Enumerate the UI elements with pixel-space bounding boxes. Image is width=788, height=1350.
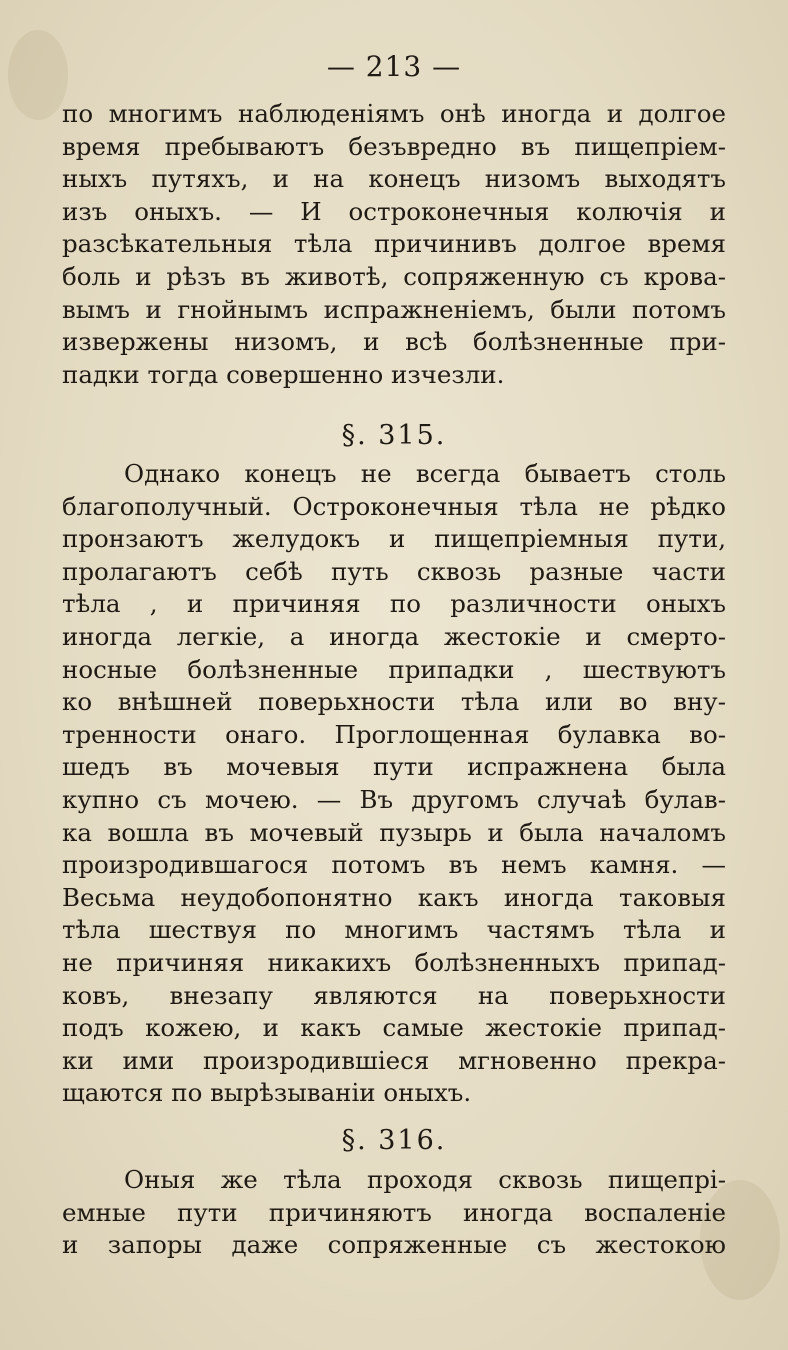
text-line: носные болѣзненные припадки , шествуютъ [62, 654, 726, 684]
section-heading-315: §. 315. [341, 420, 447, 451]
text-line: ко внѣшней поверьхности тѣла или во вну- [62, 687, 726, 717]
text-line: разсѣкательныя тѣла причинивъ долгое время [62, 229, 726, 259]
text-line: не причиняя никакихъ болѣзненныхъ припад- [62, 947, 726, 977]
text-line: тѣла , и причиняя по различности оныхъ [62, 589, 726, 619]
text-line: щаются по вырѣзываніи оныхъ. [62, 1078, 472, 1108]
text-line: Однако конецъ не всегда бываетъ столь [124, 459, 726, 488]
text-line: емные пути причиняютъ иногда воспаленiе [62, 1197, 726, 1227]
text-line: ныхъ путяхъ, и на конецъ низомъ выходятъ [62, 164, 726, 194]
text-line: благополучный. Остроконечныя тѣла не рѣдко [62, 491, 726, 521]
page-number: — 213 — [326, 50, 462, 83]
text-line: иногда легкiе, а иногда жестокiе и смерто- [62, 621, 726, 651]
text-line: купно съ мочею. — Въ другомъ случаѣ булав- [62, 784, 726, 814]
text-line: произродившагося потомъ въ немъ камня. — [62, 850, 726, 880]
text-line: изъ оныхъ. — И остроконечныя колючiя и [62, 196, 726, 226]
paragraph-2 [62, 458, 726, 1110]
text-line: Оныя же тѣла проходя сквозь пищепрi- [124, 1165, 726, 1194]
paragraph-3 [62, 1164, 726, 1262]
text-line: тренности онаго. Проглощенная булавка во- [62, 719, 726, 749]
text-line: время пребываютъ безъвредно въ пищепрiем- [62, 131, 726, 161]
text-line: и запоры даже сопряженные съ жестокою [62, 1230, 726, 1260]
text-line: пронзаютъ желудокъ и пищепрiемныя пути, [62, 524, 726, 554]
text-line: извержены низомъ, и всѣ болѣзненные при- [62, 327, 726, 357]
text-line: ки ими произродившiеся мгновенно прекра- [62, 1045, 726, 1075]
text-line: по многимъ наблюденiямъ онѣ иногда и долгое [62, 99, 726, 128]
text-line: ка вошла въ мочевый пузырь и была началомъ [62, 817, 726, 847]
text-line: ковъ, внезапу являются на поверьхности [62, 980, 726, 1010]
text-line: шедъ въ мочевыя пути испражнена была [62, 752, 726, 782]
text-line: вымъ и гнойнымъ испражненiемъ, были потомъ [62, 294, 726, 324]
text-line: боль и рѣзъ въ животѣ, сопряженную съ крова- [62, 261, 726, 291]
text-line: подъ кожею, и какъ самые жестокiе припад- [62, 1013, 726, 1043]
paragraph-1 [62, 98, 726, 391]
text-line: падки тогда совершенно изчезли. [62, 359, 505, 389]
text-line: пролагаютъ себѣ путь сквозь разные части [62, 556, 726, 586]
text-line: Весьма неудобопонятно какъ иногда таковыя [62, 882, 726, 912]
section-heading-316: §. 316. [341, 1125, 447, 1156]
text-line: тѣла шествуя по многимъ частямъ тѣла и [62, 915, 726, 945]
